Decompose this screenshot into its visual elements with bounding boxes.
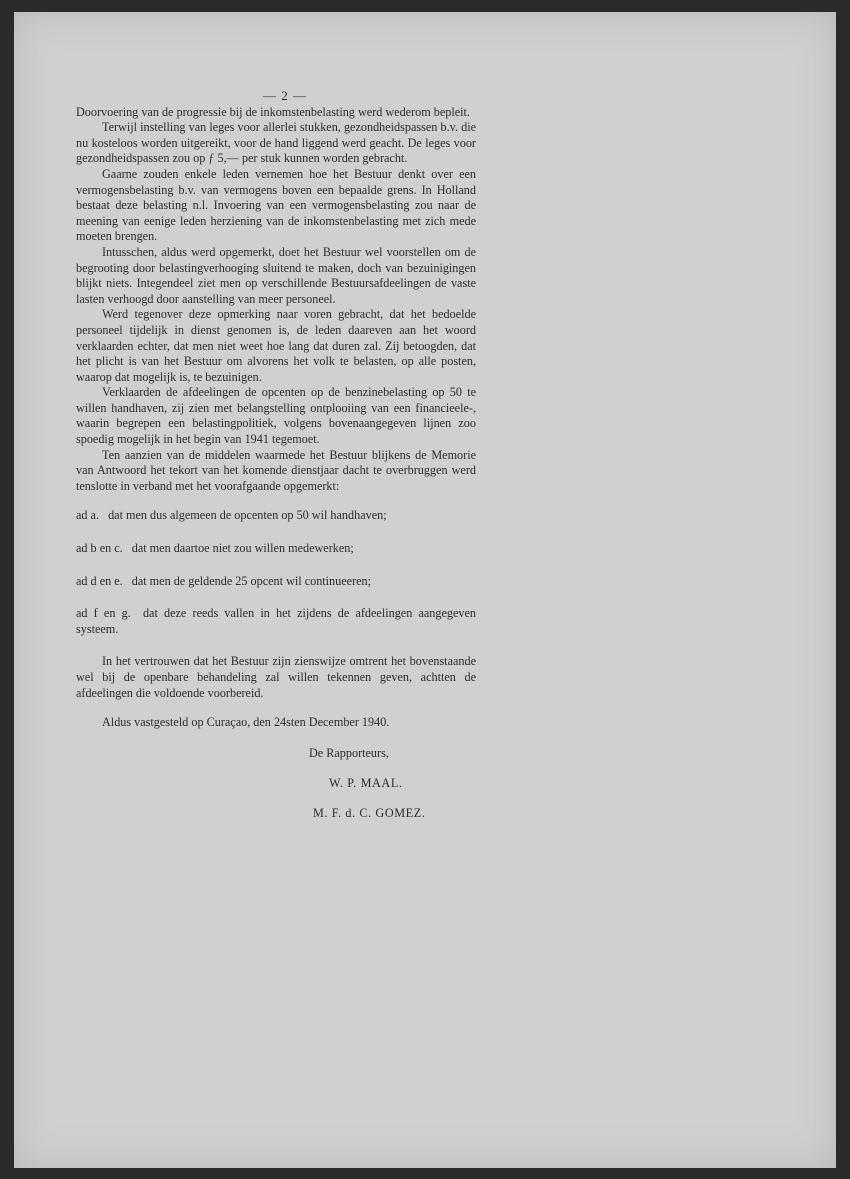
- date-line: Aldus vastgesteld op Curaçao, den 24sten December 1940.: [102, 715, 390, 730]
- list-item: [76, 606, 476, 637]
- item-text: dat men daartoe niet zou willen medewerken;: [131, 541, 354, 556]
- paragraph-middelen: Ten aanzien van de middelen waarmede het Bestuur blijkens de Memorie van Antwoord het tekort van het komende dienstjaar dacht te overbruggen werd tenslotte in verband met het voorafgaande opgemerkt:: [76, 447, 476, 493]
- item-text: dat men de geldende 25 opcent wil continueeren;: [131, 573, 372, 588]
- list-item: [76, 574, 476, 590]
- paragraph-progressie: Doorvoering van de progressie bij de inkomstenbelasting werd wederom bepleit.: [76, 104, 470, 119]
- signature-label: De Rapporteurs,: [309, 745, 389, 760]
- item-text: dat deze reeds vallen in het zijdens de afdeelingen aangegeven systeem.: [76, 606, 476, 636]
- page-number: — 2 —: [263, 88, 307, 103]
- list-item: [76, 508, 476, 524]
- signatory-name: M. F. d. C. GOMEZ.: [313, 805, 426, 820]
- signatory-name: W. P. MAAL.: [329, 776, 403, 791]
- document-body: [76, 88, 476, 822]
- item-code: ad d en e.: [76, 573, 123, 588]
- item-code: ad f en g.: [76, 606, 131, 621]
- item-code: ad b en c.: [76, 541, 123, 556]
- document-page: [14, 12, 836, 1168]
- paragraph-leges: Terwijl instelling van leges voor allerlei stukken, gezondheidspassen b.v. die nu kosteloos worden uitgereikt, voor de hand liggend werd geacht. De leges voor gezondheidspassen zou op ƒ 5,— per stuk kunnen worden gebracht.: [76, 120, 476, 166]
- list-item: [76, 541, 476, 557]
- closing-paragraph: In het vertrouwen dat het Bestuur zijn zienswijze omtrent het bovenstaande wel bij de openbare behandeling zal willen tekennen geven, achtten de afdeelingen die voldoende voorbereid.: [76, 654, 476, 700]
- paragraph-personeel: Werd tegenover deze opmerking naar voren gebracht, dat het bedoelde personeel tijdelijk in dienst genomen is, de leden daareven aan het woord verklaarden echter, dat men niet weet hoe lang dat duren zal. Zij betoogden, dat het plicht is van het Bestuur om alvorens het volk te belasten, op alle posten, waarop dat mogelijk is, te bezuinigen.: [76, 307, 476, 384]
- paragraph-bezuinigingen: Intusschen, aldus werd opgemerkt, doet het Bestuur wel voorstellen om de begrooting door belastingverhooging sluitend te maken, doch van bezuinigingen blijkt niets. Integendeel ziet men op verschillende Bestuursafdeelingen de vaste lasten verhoogd door aanstelling van meer personeel.: [76, 244, 476, 306]
- item-text: dat men dus algemeen de opcenten op 50 wil handhaven;: [108, 508, 387, 523]
- paragraph-vermogensbelasting: Gaarne zouden enkele leden vernemen hoe het Bestuur denkt over een vermogensbelasting b.v. van vermogens boven een bepaalde grens. In Holland bestaat deze belasting n.l. Invoering van een vermogensbelasting zou naar de meening van eenige leden herziening van de inkomstenbelasting met zich mede moeten brengen.: [76, 166, 476, 244]
- paragraph-opcenten: Verklaarden de afdeelingen de opcenten op de benzinebelasting op 50 te willen handhaven, zij zien met belangstelling ontplooiing van een financieele-, waarin begrepen een belastingpolitiek, volgens bovenaangegeven lijnen zoo spoedig mogelijk in het begin van 1941 tegemoet.: [76, 385, 476, 447]
- item-code: ad a.: [76, 508, 100, 523]
